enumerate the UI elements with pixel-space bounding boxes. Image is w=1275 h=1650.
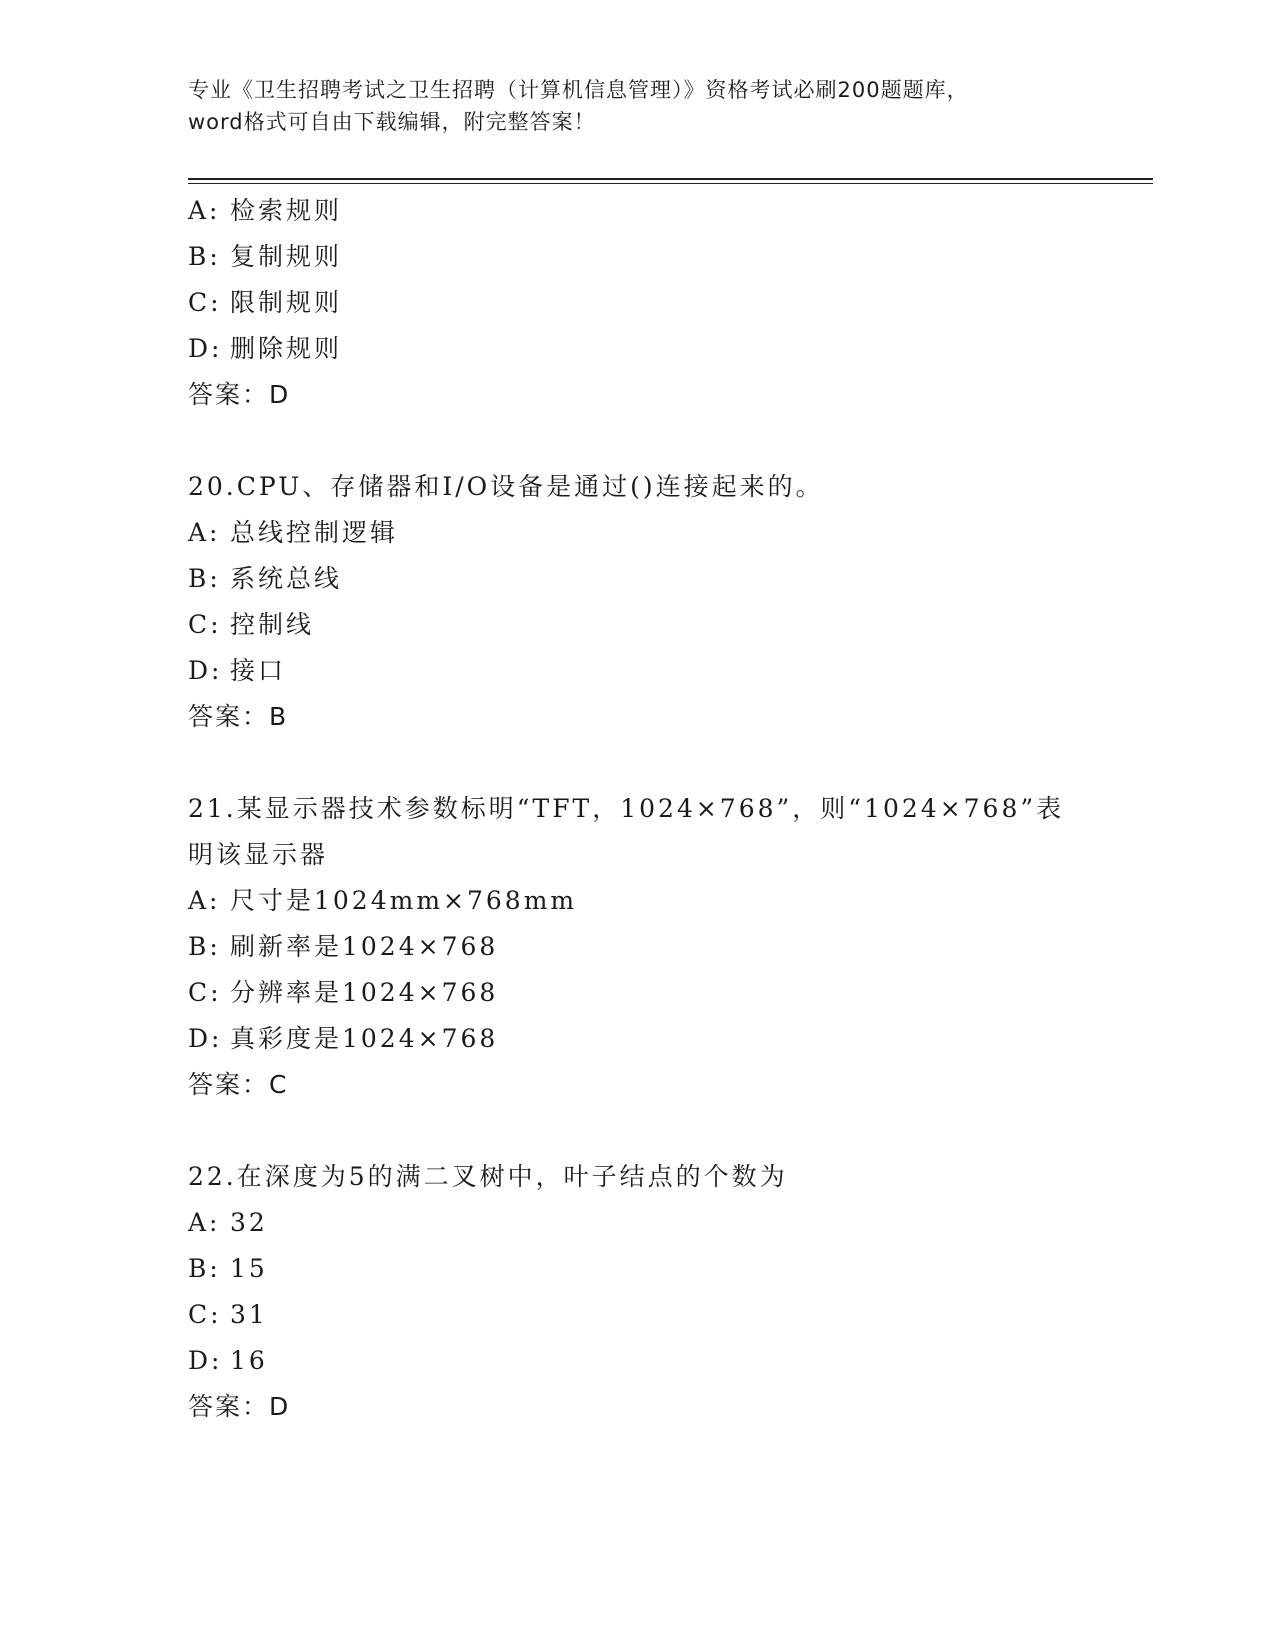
- question-list: [188, 188, 1088, 1430]
- document-header: [188, 74, 1088, 138]
- option-text: 32: [230, 1208, 268, 1237]
- option-text: 分辨率是1024×768: [230, 978, 499, 1007]
- question-20: [188, 464, 1088, 740]
- option-text: 控制线: [230, 610, 315, 639]
- option-text: 尺寸是1024mm×768mm: [230, 886, 578, 915]
- option-d: [188, 326, 1088, 372]
- option-text: 总线控制逻辑: [230, 518, 399, 547]
- option-label: A:: [188, 1208, 221, 1237]
- option-a: [188, 510, 1088, 556]
- header-divider-thick: [188, 178, 1153, 180]
- answer-line: 答案：D: [188, 380, 291, 409]
- option-text: 刷新率是1024×768: [230, 932, 499, 961]
- spacer: [188, 740, 1088, 786]
- option-c: [188, 1292, 1088, 1338]
- option-d: [188, 1338, 1088, 1384]
- option-label: C:: [188, 610, 222, 639]
- option-text: 检索规则: [230, 196, 343, 225]
- option-b: [188, 234, 1088, 280]
- option-a: [188, 1200, 1088, 1246]
- option-d: [188, 1016, 1088, 1062]
- option-d: [188, 648, 1088, 694]
- option-label: D:: [188, 334, 223, 363]
- option-text: 15: [230, 1254, 268, 1283]
- option-text: 真彩度是1024×768: [230, 1024, 499, 1053]
- option-label: A:: [188, 196, 221, 225]
- question-text: 20.CPU、存储器和I/O设备是通过()连接起来的。: [188, 472, 824, 501]
- option-text: 系统总线: [230, 564, 343, 593]
- option-label: D:: [188, 1346, 223, 1375]
- option-a: [188, 188, 1088, 234]
- question-22: [188, 1154, 1088, 1430]
- question-text-line-2: 明该显示器: [188, 840, 329, 869]
- option-label: B:: [188, 932, 221, 961]
- option-text: 接口: [230, 656, 287, 685]
- option-a: [188, 878, 1088, 924]
- question-text-line-1: 21.某显示器技术参数标明“TFT，1024×768”，则“1024×768”表: [188, 794, 1065, 823]
- option-label: B:: [188, 1254, 221, 1283]
- option-label: C:: [188, 978, 222, 1007]
- answer-line: 答案：C: [188, 1070, 289, 1099]
- option-label: C:: [188, 1300, 222, 1329]
- option-b: [188, 924, 1088, 970]
- question-21: [188, 786, 1088, 1108]
- question-text: 22.在深度为5的满二叉树中，叶子结点的个数为: [188, 1162, 788, 1191]
- answer-line: 答案：B: [188, 702, 289, 731]
- header-line-1: 专业《卫生招聘考试之卫生招聘（计算机信息管理）》资格考试必刷200题题库，: [188, 78, 969, 102]
- option-text: 限制规则: [230, 288, 343, 317]
- option-label: B:: [188, 564, 221, 593]
- option-text: 16: [230, 1346, 268, 1375]
- option-text: 31: [230, 1300, 268, 1329]
- option-b: [188, 1246, 1088, 1292]
- spacer: [188, 1108, 1088, 1154]
- option-label: A:: [188, 886, 221, 915]
- option-label: D:: [188, 656, 223, 685]
- option-label: D:: [188, 1024, 223, 1053]
- header-divider-thin: [188, 183, 1153, 184]
- option-c: [188, 280, 1088, 326]
- header-line-2: word格式可自由下载编辑，附完整答案！: [188, 110, 596, 134]
- option-c: [188, 970, 1088, 1016]
- option-text: 复制规则: [230, 242, 343, 271]
- question-19: [188, 188, 1088, 418]
- spacer: [188, 418, 1088, 464]
- option-label: A:: [188, 518, 221, 547]
- answer-line: 答案：D: [188, 1392, 291, 1421]
- option-b: [188, 556, 1088, 602]
- option-label: B:: [188, 242, 221, 271]
- option-c: [188, 602, 1088, 648]
- option-label: C:: [188, 288, 222, 317]
- option-text: 删除规则: [230, 334, 343, 363]
